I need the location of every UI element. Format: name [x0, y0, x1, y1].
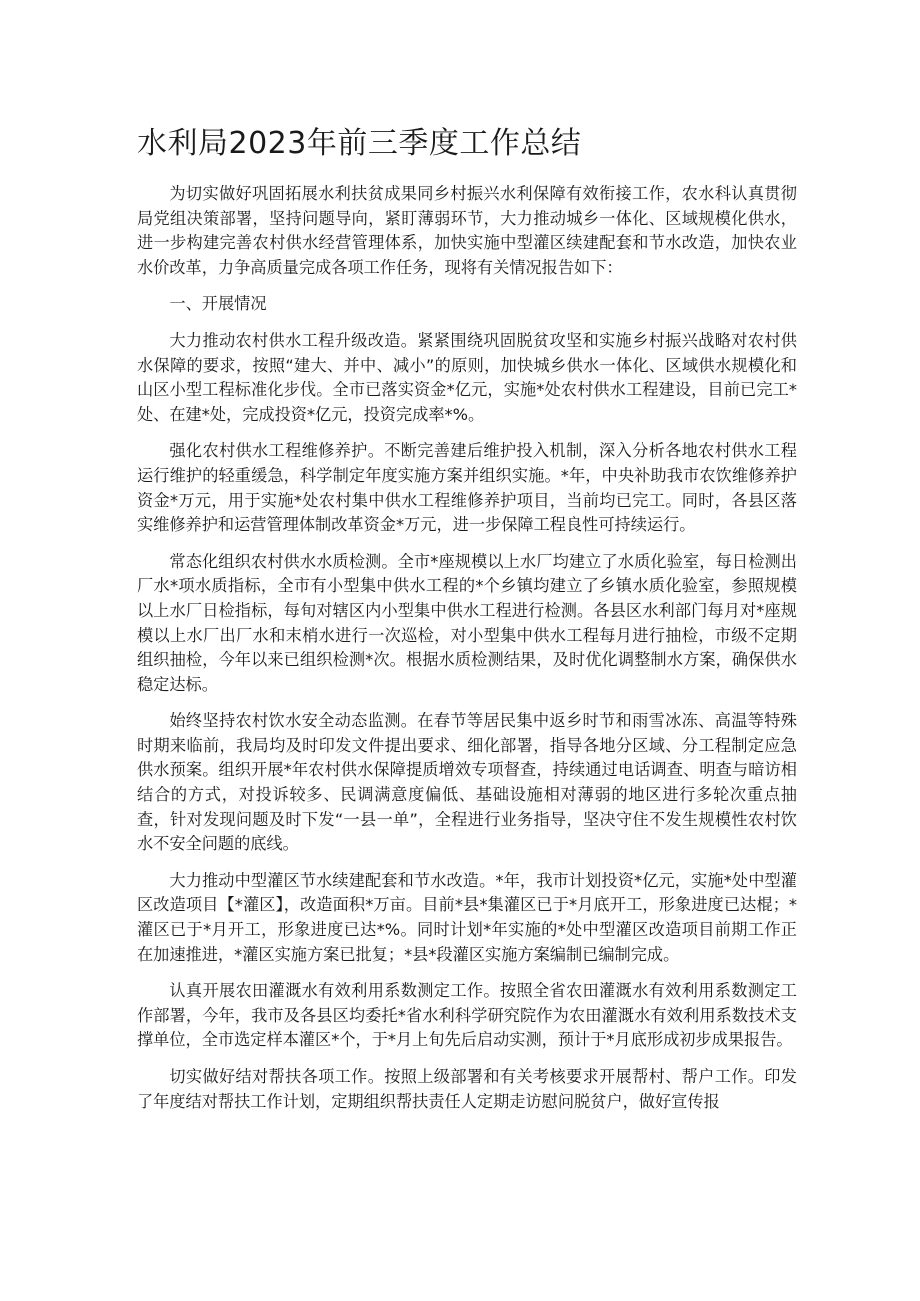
page-bottom-margin — [0, 1166, 920, 1301]
paragraph-maintenance: 强化农村供水工程维修养护。不断完善建后维护投入机制，深入分析各地农村供水工程运行维护的轻重缓急，科学制定年度实施方案并组织实施。*年，中央补助我市农饮维修养护资金*万元，用于实施*处农村集中供水工程维修养护项目，当前均已完工。同时，各县区落实维修养护和运营管理体制改革资金*万元，进一步保障工程良性可持续运行。 — [137, 441, 797, 535]
paragraph-water-quality: 常态化组织农村供水水质检测。全市*座规模以上水厂均建立了水质化验室，每日检测出厂水*项水质指标，全市有小型集中供水工程的*个乡镇均建立了乡镇水质化验室，参照规模以上水厂日检指标，每旬对辖区内小型集中供水工程进行检测。各县区水利部门每月对*座规模以上水厂出厂水和末梢水进行一次巡检，对小型集中供水工程每月进行抽检，市级不定期组织抽检，今年以来已组织检测*次。根据水质检测结果，及时优化调整制水方案，确保供水稳定达标。 — [137, 551, 797, 694]
section-heading: 一、开展情况 — [169, 294, 267, 314]
intro-paragraph: 为切实做好巩固拓展水利扶贫成果同乡村振兴水利保障有效衔接工作，农水科认真贯彻局党组决策部署，坚持问题导向，紧盯薄弱环节，大力推动城乡一体化、区域规模化供水，进一步构建完善农村供水经营管理体系，加快实施中型灌区续建配套和节水改造，加快农业水价改革，力争高质量完成各项工作任务，现将有关情况报告如下： — [137, 184, 797, 277]
page-title: 水利局2023年前三季度工作总结 — [137, 126, 582, 161]
paragraph-rural-water-upgrade: 大力推动农村供水工程升级改造。紧紧围绕巩固脱贫攻坚和实施乡村振兴战略对农村供水保障的要求，按照“建大、并中、减小”的原则，加快城乡供水一体化、区域供水规模化和山区小型工程标准化步伐。全市已落实资金*亿元，实施*处农村供水工程建设，目前已完工*处、在建*处，完成投资*亿元，投资完成率*%。 — [137, 330, 797, 424]
paragraph-coefficient-measurement: 认真开展农田灌溉水有效利用系数测定工作。按照全省农田灌溉水有效利用系数测定工作部署，今年，我市及各县区均委托*省水利科学研究院作为农田灌溉水有效利用系数技术支撑单位，全市选定样本灌区*个，于*月上旬先后启动实测，预计于*月底形成初步成果报告。 — [137, 981, 797, 1050]
paragraph-paired-assistance: 切实做好结对帮扶各项工作。按照上级部署和有关考核要求开展帮村、帮户工作。印发了年度结对帮扶工作计划，定期组织帮扶责任人定期走访慰问脱贫户，做好宣传报 — [137, 1067, 797, 1111]
paragraph-safety-monitoring: 始终坚持农村饮水安全动态监测。在春节等居民集中返乡时节和雨雪冰冻、高温等特殊时期来临前，我局均及时印发文件提出要求、细化部署，指导各地分区域、分工程制定应急供水预案。组织开展*年农村供水保障提质增效专项督查，持续通过电话调查、明查与暗访相结合的方式，对投诉较多、民调满意度偏低、基础设施相对薄弱的地区进行多轮次重点抽查，针对发现问题及时下发“一县一单”，全程进行业务指导，坚决守住不发生规模性农村饮水不安全问题的底线。 — [137, 711, 797, 854]
paragraph-irrigation-renovation: 大力推动中型灌区节水续建配套和节水改造。*年，我市计划投资*亿元，实施*处中型灌区改造项目【*灌区】，改造面积*万亩。目前*县*集灌区已于*月底开工，形象进度已达棍；*灌区已于*月开工，形象进度已达*%。同时计划*年实施的*处中型灌区改造项目前期工作正在加速推进，*灌区实施方案已批复；*县*段灌区实施方案编制已编制完成。 — [137, 870, 797, 964]
document-body — [137, 182, 797, 1126]
